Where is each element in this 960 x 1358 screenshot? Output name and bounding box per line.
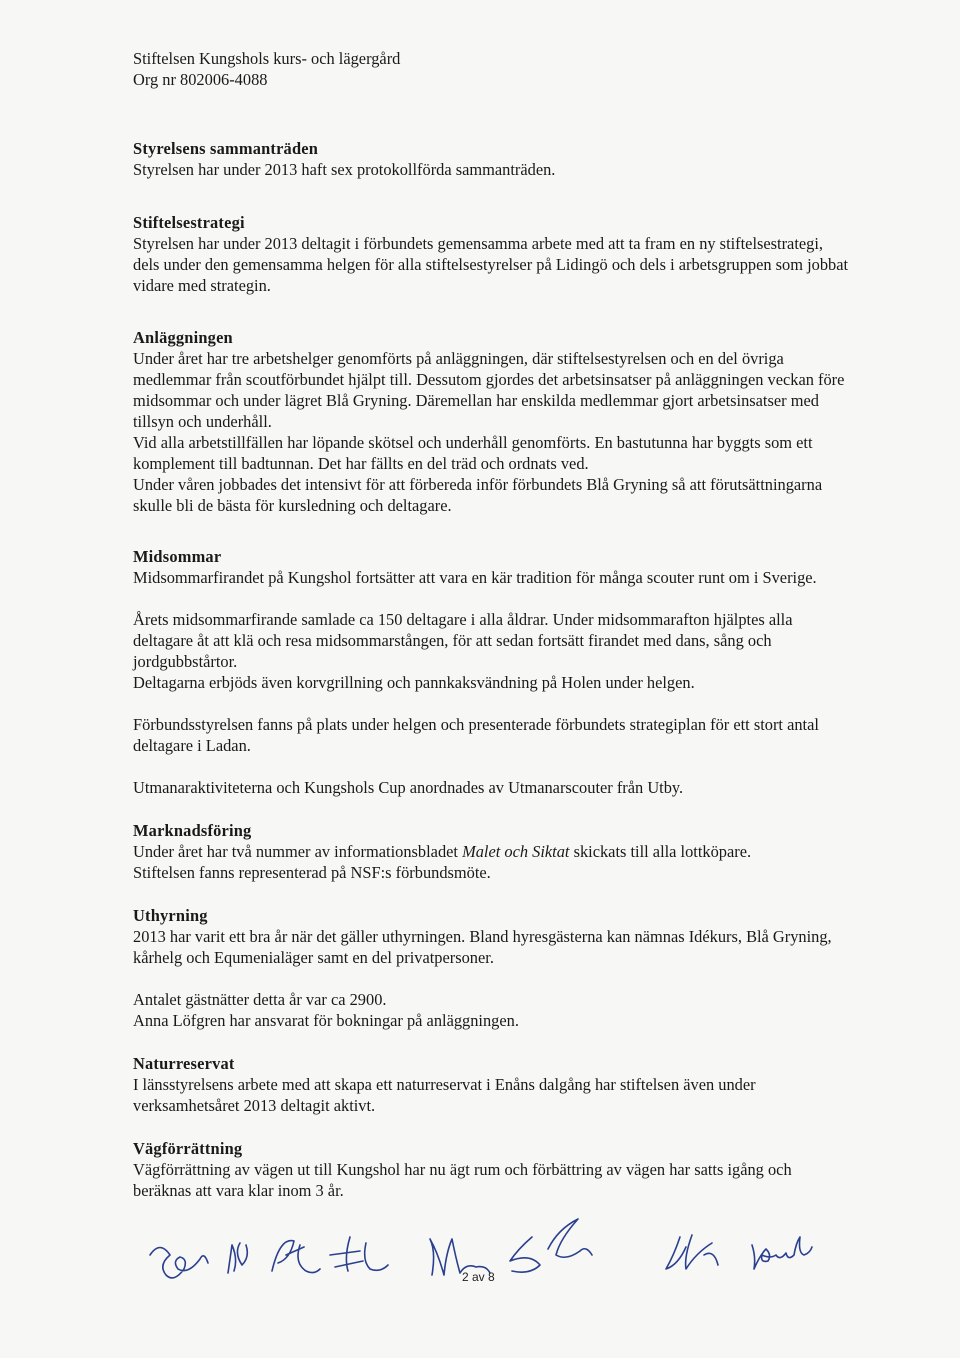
- signature-1: [150, 1248, 208, 1278]
- newsletter-title: Malet och Siktat: [462, 842, 570, 861]
- section-rental: [133, 905, 853, 1031]
- section-midsummer: [133, 546, 853, 798]
- section-text: Under våren jobbades det intensivt för att förbereda inför förbundets Blå Gryning så att förutsättningarna skulle bli de bästa för kursledning och deltagare.: [133, 475, 823, 515]
- page-number: 2 av 8: [462, 1270, 495, 1284]
- section-text: Vägförrättning av vägen ut till Kungshol har nu ägt rum och förbättring av vägen har satts igång och beräknas att vara klar inom 3 år.: [133, 1160, 792, 1200]
- org-name: Stiftelsen Kungshols kurs- och lägergård: [133, 49, 401, 68]
- section-text: Under året har tre arbetshelger genomförts på anläggningen, där stiftelsestyrelsen och en del övriga medlemmar från scoutförbundet hjälpt till. Dessutom gjordes det arbetsinsatser på anläggningen veckan före midsommar och under lägret Blå Gryning. Däremellan har enskilda medlemmar gjort arbetsinsatser med tillsyn och underhåll.: [133, 349, 845, 431]
- document-body: [133, 48, 853, 1201]
- section-strategy: [133, 212, 853, 296]
- signature-8: [752, 1237, 812, 1269]
- section-road: [133, 1138, 853, 1201]
- section-heading: Anläggningen: [133, 328, 233, 347]
- marketing-text-after: skickats till alla lottköpare.: [569, 842, 752, 861]
- section-text: Styrelsen har under 2013 haft sex protokollförda sammanträden.: [133, 160, 556, 179]
- section-heading: Midsommar: [133, 547, 222, 566]
- marketing-text-before: Under året har två nummer av informationsbladet: [133, 842, 463, 861]
- section-text: Midsommarfirandet på Kungshol fortsätter att vara en kär tradition för många scouter runt om i Sverige.: [133, 568, 817, 587]
- signature-6: [510, 1219, 592, 1272]
- signature-7: [666, 1235, 718, 1269]
- signatures: [0, 1215, 960, 1315]
- section-heading: Marknadsföring: [133, 821, 252, 840]
- section-heading: Vägförrättning: [133, 1139, 243, 1158]
- signature-2: [228, 1243, 247, 1273]
- section-text: Anna Löfgren har ansvarat för bokningar på anläggningen.: [133, 1011, 519, 1030]
- signature-4: [330, 1237, 388, 1271]
- section-text: Antalet gästnätter detta år var ca 2900.: [133, 990, 387, 1009]
- section-nature-reserve: [133, 1053, 853, 1116]
- section-text: Utmanaraktiviteterna och Kungshols Cup anordnades av Utmanarscouter från Utby.: [133, 778, 684, 797]
- section-board-meetings: [133, 138, 853, 180]
- section-heading: Naturreservat: [133, 1054, 235, 1073]
- org-number: Org nr 802006-4088: [133, 70, 268, 89]
- section-heading: Styrelsens sammanträden: [133, 139, 319, 158]
- section-text: Stiftelsen fanns representerad på NSF:s förbundsmöte.: [133, 863, 491, 882]
- section-facility: [133, 327, 853, 516]
- section-marketing: [133, 820, 853, 883]
- signature-3: [272, 1241, 320, 1273]
- org-header: [133, 48, 853, 90]
- section-text: [133, 841, 853, 862]
- section-heading: Uthyrning: [133, 906, 208, 925]
- section-text: 2013 har varit ett bra år när det gäller uthyrningen. Bland hyresgästerna kan nämnas Idékurs, Blå Gryning, kårhelg och Equmenialäger samt en del privatpersoner.: [133, 927, 832, 967]
- section-heading: Stiftelsestrategi: [133, 213, 245, 232]
- section-text: Årets midsommarfirande samlade ca 150 deltagare i alla åldrar. Under midsommarafton hjälptes alla deltagare åt att klä och resa midsommarstången, för att sedan fortsätt firandet med dans, sång och jordgubbstårtor.: [133, 610, 793, 671]
- section-text: Vid alla arbetstillfällen har löpande skötsel och underhåll genomförts. En bastutunna har byggts som ett komplement till badtunnan. Det har fällts en del träd och ordnats ved.: [133, 433, 813, 473]
- section-text: Styrelsen har under 2013 deltagit i förbundets gemensamma arbete med att ta fram en ny stiftelsestrategi, dels under den gemensamma helgen för alla stiftelsestyrelser på Lidingö och dels i arbetsgruppen som jobbat vidare med strategin.: [133, 234, 849, 295]
- section-text: I länsstyrelsens arbete med att skapa ett naturreservat i Enåns dalgång har stiftelsen även under verksamhetsåret 2013 deltagit aktivt.: [133, 1075, 756, 1115]
- section-text: Förbundsstyrelsen fanns på plats under helgen och presenterade förbundets strategiplan för ett stort antal deltagare i Ladan.: [133, 715, 819, 755]
- section-text: Deltagarna erbjöds även korvgrillning och pannkaksvändning på Holen under helgen.: [133, 673, 695, 692]
